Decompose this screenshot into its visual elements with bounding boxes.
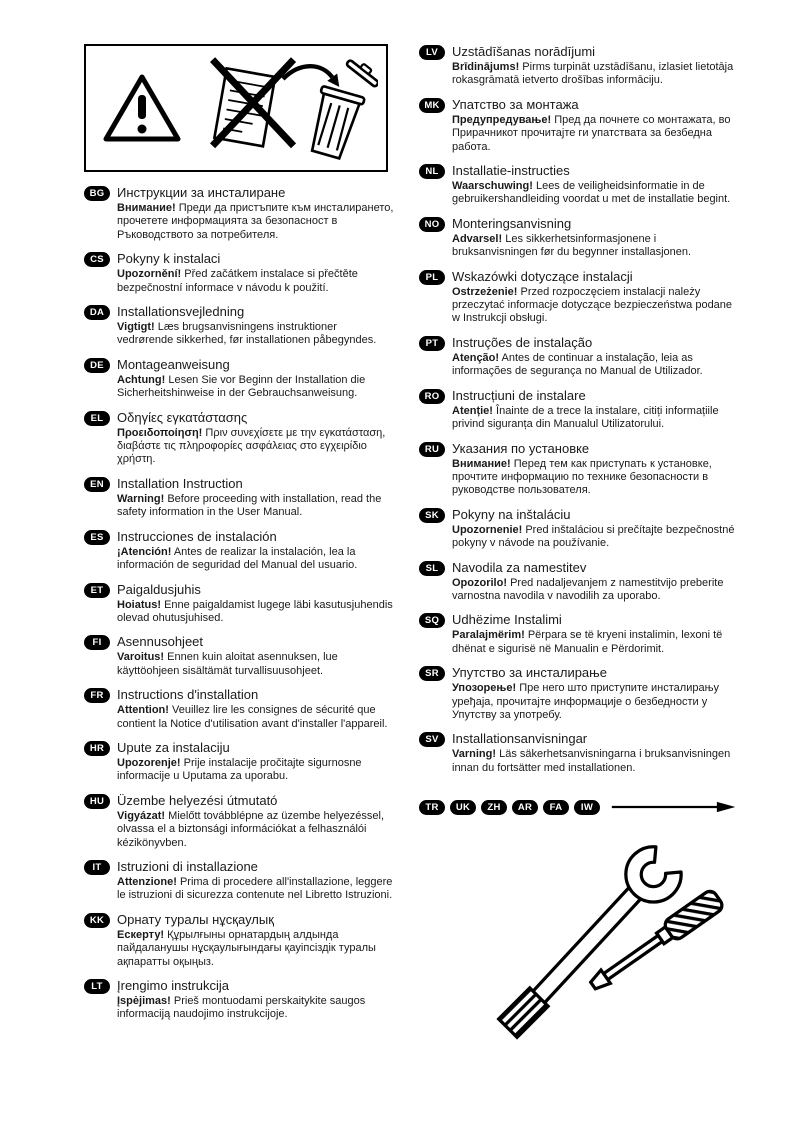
entry-text [452, 612, 739, 656]
entry-text [117, 251, 396, 295]
language-code-badge: KK [84, 913, 110, 928]
entry-description: Prieš montuodami perskaitykite saugos informaciją naudojimo instrukcijoje. [117, 995, 366, 1021]
entry-text [452, 731, 739, 775]
language-entry [419, 269, 739, 326]
entry-description: Құрылғыны орнатардың алдында пайдаланушы нұсқаулығындағы қауіпсіздік туралы ақпаратты оқыңыз. [117, 928, 376, 968]
entry-description: Przed rozpoczęciem instalacji należy przeczytać informacje dotyczące bezpieczeństwa podane w Instrukcji obsługi. [452, 285, 733, 325]
language-code-badge: EN [84, 477, 110, 492]
entry-text [117, 912, 396, 969]
entry-description: Lees de veiligheidsinformatie in de gebruikershandleiding voordat u met de installatie begint. [452, 180, 731, 206]
entry-text [117, 793, 396, 850]
entry-body [452, 286, 739, 326]
entry-description: Përpara se të kryeni instalimin, lexoni të dhënat e sigurisë në Manualin e Përdorimit. [452, 629, 723, 655]
entry-description: Antes de realizar la instalación, lea la información de seguridad del Manual del usuario. [117, 545, 358, 572]
language-entry [84, 529, 396, 573]
language-entry [419, 97, 739, 154]
entry-description: Læs brugsanvisningens instruktioner vedrørende sikkerhed, før installationen påbegyndes. [117, 321, 377, 347]
language-entry [84, 582, 396, 626]
language-entries-left [84, 185, 396, 1022]
entry-title: Istruzioni di installazione [117, 858, 258, 874]
language-entry [84, 476, 396, 520]
language-code-badge: LT [84, 979, 110, 994]
entry-body [117, 810, 396, 850]
discard-manual-illustration [84, 44, 388, 172]
entry-title: Üzembe helyezési útmutató [117, 792, 278, 808]
entry-description: Înainte de a trece la instalare, citiți informațiile privind siguranța din Manualul Utilizatorului. [452, 404, 719, 431]
entry-warning: Attention! [117, 704, 169, 717]
entry-warning: Varning! [452, 748, 497, 761]
entry-description: Pred nadaljevanjem z namestitvijo preberite varnostna navodila v navodilih za uporabo. [452, 576, 724, 602]
language-code-badge: SR [419, 666, 445, 681]
entry-description: Pirms turpināt uzstādīšanu, izlasiet lietotāja rokasgrāmatā ietverto drošības informāciju. [452, 61, 734, 87]
language-entry [419, 507, 739, 551]
entry-title: Упатство за монтажа [452, 96, 579, 112]
language-code-badge: FR [84, 688, 110, 703]
entry-text [117, 634, 396, 678]
language-code-badge: SV [419, 732, 445, 747]
entry-text [117, 687, 396, 731]
entry-warning: ¡Atención! [117, 545, 172, 558]
language-entry [84, 793, 396, 850]
language-entry [419, 335, 739, 379]
language-entry [419, 665, 739, 722]
entry-description: Antes de continuar a instalação, leia as informações de segurança no Manual de Utilizador. [452, 351, 703, 378]
language-entry [84, 859, 396, 903]
left-column [84, 44, 396, 1136]
language-code-badge: RO [419, 389, 445, 404]
language-entry [419, 560, 739, 604]
entry-description: Преди да пристъпите към инсталирането, прочетете информацията за безопасност в Ръководството за потребителя. [117, 202, 394, 241]
warning-triangle-icon [100, 71, 184, 145]
language-code-badge: PT [419, 336, 445, 351]
entry-body [452, 524, 739, 551]
language-entry [84, 251, 396, 295]
entry-title: Installationsanvisningar [452, 731, 588, 747]
language-code-badge: RU [419, 442, 445, 457]
entry-title: Navodila za namestitev [452, 559, 587, 575]
language-entry [419, 441, 739, 498]
entry-warning: Ескерту! [117, 928, 165, 941]
entry-description: Prije instalacije pročitajte sigurnosne informacije u Uputama za uporabu. [117, 756, 362, 783]
crossed-document-trash-icon [202, 56, 378, 160]
entry-body [452, 629, 739, 656]
entry-text [452, 44, 739, 88]
entry-warning: Предупредување! [452, 113, 552, 126]
entry-warning: Upozorenje! [117, 756, 181, 769]
language-code-badge: NL [419, 164, 445, 179]
entry-text [117, 740, 396, 784]
entry-title: Asennusohjeet [117, 634, 204, 650]
entry-title: Instructions d'installation [117, 687, 259, 703]
entry-body [452, 233, 739, 260]
entry-warning: Προειδοποίηση! [117, 426, 203, 439]
language-entry [84, 357, 396, 401]
language-code-badge: MK [419, 98, 445, 113]
language-code-badge: UK [450, 800, 476, 815]
entry-warning: Vigtigt! [117, 321, 155, 334]
entry-warning: Vigyázat! [117, 809, 166, 822]
entry-title: Wskazówki dotyczące instalacji [452, 268, 633, 284]
entry-title: Instrucciones de instalación [117, 528, 277, 544]
language-entry [419, 216, 739, 260]
language-code-badge: AR [512, 800, 538, 815]
entry-body [452, 114, 739, 154]
entry-title: Uzstādīšanas norādījumi [452, 44, 596, 59]
entry-text [452, 97, 739, 154]
entry-body [117, 321, 396, 348]
entry-title: Pokyny na inštaláciu [452, 506, 571, 522]
language-code-badge: ZH [481, 800, 507, 815]
language-entry [419, 731, 739, 775]
entry-body [117, 427, 396, 467]
entry-text [117, 185, 396, 242]
entry-body [452, 405, 739, 432]
entry-body [117, 929, 396, 969]
entry-title: Paigaldusjuhis [117, 581, 201, 597]
language-code-badge: DA [84, 305, 110, 320]
entry-warning: Упозорење! [452, 682, 517, 695]
entry-title: Montageanweisung [117, 356, 230, 372]
entry-body [452, 180, 739, 207]
language-entry [419, 388, 739, 432]
entry-title: Įrengimo instrukcija [117, 978, 229, 993]
entry-text [117, 582, 396, 626]
entry-warning: Atenție! [452, 404, 493, 417]
entry-body [452, 577, 739, 604]
entry-body [117, 757, 396, 784]
entry-warning: Atenção! [452, 351, 500, 364]
entry-description: Ennen kuin aloitat asennuksen, lue käyttöohjeen sisältämät turvallisuusohjeet. [117, 651, 338, 677]
language-entry [84, 978, 396, 1022]
entry-text [452, 388, 739, 432]
entry-description: Veuillez lire les consignes de sécurité que contient la Notice d'utilisation avant d'installer l'appareil. [117, 704, 388, 730]
language-code-badge: PL [419, 270, 445, 285]
right-column [419, 44, 739, 1136]
entry-body [117, 374, 396, 401]
entry-text [452, 269, 739, 326]
entry-body [117, 268, 396, 295]
entry-text [452, 216, 739, 260]
entry-warning: Paralajmërim! [452, 629, 525, 642]
entry-description: Läs säkerhetsanvisningarna i bruksanvisningen innan du fortsätter med installationen. [452, 748, 731, 774]
entry-body [117, 651, 396, 678]
entry-body [117, 704, 396, 731]
entry-description: Пред да почнете со монтажата, во Прирачникот прочитајте ги упатствата за безбедна работа. [452, 113, 731, 153]
language-code-badge: FA [543, 800, 569, 815]
entry-title: Instrucțiuni de instalare [452, 387, 586, 403]
entry-text [117, 357, 396, 401]
entry-title: Installationsvejledning [117, 304, 245, 320]
entry-text [117, 410, 396, 467]
entry-text [452, 335, 739, 379]
entry-title: Installation Instruction [117, 475, 243, 491]
tools-illustration [419, 827, 739, 1047]
entry-text [452, 560, 739, 604]
additional-language-codes [419, 799, 739, 815]
entry-title: Installatie-instructies [452, 163, 570, 179]
language-entry [84, 687, 396, 731]
entry-text [452, 665, 739, 722]
entry-title: Указания по установке [452, 440, 590, 456]
language-entry [84, 185, 396, 242]
entry-title: Упутство за инсталирање [452, 665, 607, 681]
language-code-badge: IT [84, 860, 110, 875]
language-code-badge: BG [84, 186, 110, 201]
entry-title: Инструкции за инсталиране [117, 185, 286, 200]
entry-title: Pokyny k instalaci [117, 251, 221, 267]
language-entry [84, 912, 396, 969]
entry-body [452, 682, 739, 722]
entry-body [117, 202, 396, 242]
language-entry [84, 634, 396, 678]
entry-text [117, 859, 396, 903]
entry-description: Prima di procedere all'installazione, leggere le istruzioni di sicurezza contenute nel Libretto Istruzioni. [117, 875, 393, 902]
language-code-badge: HU [84, 794, 110, 809]
entry-warning: Ostrzeżenie! [452, 285, 518, 298]
entry-title: Udhëzime Instalimi [452, 612, 562, 628]
entry-warning: Advarsel! [452, 232, 503, 245]
right-arrow-icon [610, 800, 739, 814]
language-code-badge: SL [419, 561, 445, 576]
wrench-screwdriver-icon [473, 827, 725, 1047]
language-code-badge: IW [574, 800, 600, 815]
entry-title: Upute za instalaciju [117, 739, 230, 755]
entry-body [117, 546, 396, 573]
entry-warning: Hoiatus! [117, 598, 161, 611]
entry-warning: Įspėjimas! [117, 995, 171, 1007]
entry-description: Before proceeding with installation, read the safety information in the User Manual. [117, 492, 382, 519]
language-code-badge: SQ [419, 613, 445, 628]
entry-warning: Внимание! [452, 457, 511, 470]
language-entry [419, 163, 739, 207]
language-entry [84, 410, 396, 467]
entry-description: Pred inštaláciou si prečítajte bezpečnostné pokyny v návode na používanie. [452, 523, 735, 550]
language-code-badge: DE [84, 358, 110, 373]
entry-body [117, 599, 396, 626]
entry-warning: Waarschuwing! [452, 180, 533, 193]
language-code-badge: LV [419, 45, 445, 60]
entry-description: Lesen Sie vor Beginn der Installation die Sicherheitshinweise in der Gebrauchsanweisung. [117, 373, 366, 400]
language-entry [419, 44, 739, 88]
language-code-badge: HR [84, 741, 110, 756]
entry-body [117, 876, 396, 903]
entry-warning: Attenzione! [117, 875, 177, 888]
entry-body [452, 748, 739, 775]
entry-title: Орнату туралы нұсқаулық [117, 911, 274, 927]
entry-warning: Warning! [117, 492, 165, 505]
entry-body [117, 995, 396, 1022]
entry-body [452, 458, 739, 498]
language-code-badge: CS [84, 252, 110, 267]
language-entry [84, 740, 396, 784]
language-code-badge: ET [84, 583, 110, 598]
language-code-badge: ES [84, 530, 110, 545]
code-badge-group [419, 799, 600, 815]
entry-title: Οδηγίες εγκατάστασης [117, 409, 248, 425]
entry-text [452, 441, 739, 498]
language-code-badge: FI [84, 635, 110, 650]
language-code-badge: TR [419, 800, 445, 815]
entry-text [117, 304, 396, 348]
entry-text [452, 163, 739, 207]
entry-warning: Upozornění! [117, 268, 182, 281]
entry-text [117, 978, 396, 1022]
entry-warning: Brīdinājums! [452, 61, 520, 73]
entry-text [117, 529, 396, 573]
entry-warning: Varoitus! [117, 651, 165, 664]
entry-warning: Opozorilo! [452, 576, 507, 589]
entry-text [452, 507, 739, 551]
entry-title: Instruções de instalação [452, 334, 593, 350]
language-entries-right [419, 44, 739, 775]
entry-text [117, 476, 396, 520]
entry-warning: Achtung! [117, 373, 166, 386]
entry-description: Enne paigaldamist lugege läbi kasutusjuhendis olevad ohutusjuhised. [117, 598, 393, 624]
entry-title: Monteringsanvisning [452, 215, 572, 231]
entry-body [452, 61, 739, 88]
entry-description: Перед тем как приступать к установке, прочтите информацию по технике безопасности в руководстве пользователя. [452, 457, 712, 497]
entry-body [117, 493, 396, 520]
language-entry [84, 304, 396, 348]
entry-description: Les sikkerhetsinformasjonene i bruksanvisningen før du begynner installasjonen. [452, 232, 692, 259]
entry-body [452, 352, 739, 379]
entry-warning: Внимание! [117, 202, 176, 214]
entry-description: Mielőtt továbblépne az üzembe helyezéssel, olvassa el a biztonsági információkat a felhasználói kézikönyvben. [117, 809, 385, 849]
language-entry [419, 612, 739, 656]
language-code-badge: SK [419, 508, 445, 523]
language-code-badge: NO [419, 217, 445, 232]
entry-description: Πριν συνεχίσετε με την εγκατάσταση, διαβάστε τις πληροφορίες ασφάλειας στο εγχειρίδιο χρήστη. [117, 426, 386, 466]
language-code-badge: EL [84, 411, 110, 426]
entry-warning: Upozornenie! [452, 523, 523, 536]
entry-description: Před začátkem instalace si přečtěte bezpečnostní informace v návodu k použití. [117, 268, 358, 294]
entry-description: Пре него што приступите инсталирању уређаја, прочитајте информације о безбедности у Упутству за употребу. [452, 682, 720, 721]
